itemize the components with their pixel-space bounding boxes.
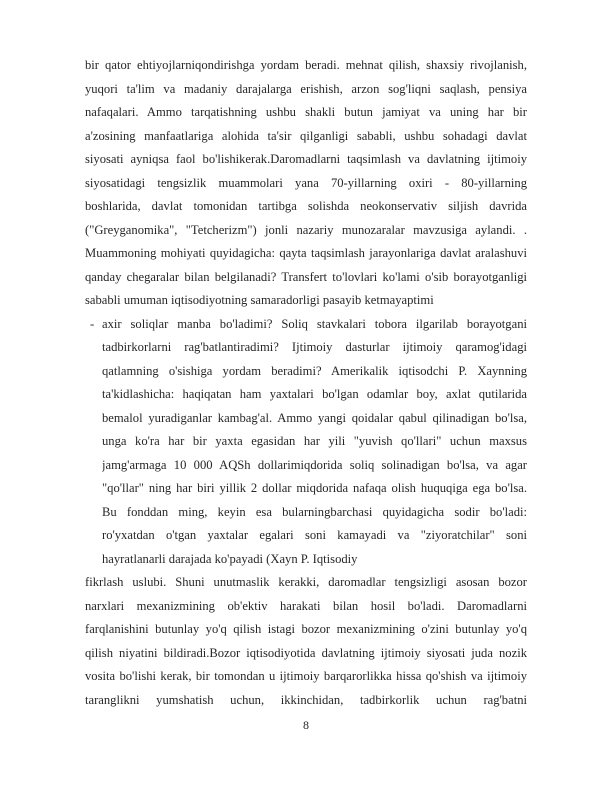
text-line: narxlari mexanizmining ob'ektiv harakati bilan hosil bo'ladi. Daromadlarni bbox=[85, 598, 527, 613]
list-marker: - bbox=[90, 316, 95, 331]
text-line: Muammoning mohiyati quyidagicha: qayta taqsimlash jarayonlariga davlat aralashuvi bbox=[85, 246, 527, 260]
text-line: unga ko'ra har bir yaxta egasidan har yili "yuvish qo'llari" uchun maxsus bbox=[102, 434, 527, 448]
text-line: ("Greyganomika", "Tetcherizm") jonli nazariy munozaralar mavzusiga aylandi. . bbox=[85, 222, 527, 237]
list-item bbox=[85, 313, 527, 572]
text-line: hayratlanarli darajada ko'payadi (Xayn P. Iqtisodiy bbox=[102, 551, 358, 566]
text-line: fikrlash uslubi. Shuni unutmaslik kerakki, daromadlar tengsizligi asosan bozor bbox=[85, 575, 527, 589]
text-line: Bu fonddan ming, keyin esa bularningbarchasi quyidagicha sodir bo'ladi: bbox=[102, 504, 527, 519]
text-line: yuqori ta'lim va madaniy darajalarga erishish, arzon sog'liqni saqlash, pensiya bbox=[85, 81, 527, 96]
text-line: jamg'armaga 10 000 AQSh dollarimiqdorida soliq solinadigan bo'lsa, va agar bbox=[102, 457, 527, 472]
text-line: siyosati ayniqsa faol bo'lishikerak.Daromadlarni taqsimlash va davlatning ijtimoiy bbox=[85, 152, 527, 166]
text-line: bir qator ehtiyojlarniqondirishga yordam beradi. mehnat qilish, shaxsiy rivojlanish, bbox=[85, 58, 527, 72]
text-line: tadbirkorlarni rag'batlantiradimi? Ijtimoiy dasturlar ijtimoiy qaramog'idagi bbox=[102, 340, 527, 354]
text-line: farqlanishini butunlay yo'q qilish istagi bozor mexanizmining o'zini butunlay yo'q bbox=[85, 622, 527, 636]
page-number: 8 bbox=[303, 718, 309, 732]
text-line: siyosatidagi tengsizlik muammolari yana 70-yillarning oxiri - 80-yillarning bbox=[85, 175, 527, 190]
text-line: qilish niyatini bildiradi.Bozor iqtisodiyotida davlatning ijtimoiy siyosati juda nozik bbox=[85, 645, 527, 660]
paragraph bbox=[85, 54, 527, 313]
text-line: a'zosining manfaatlariga alohida ta'sir qilganligi sababli, ushbu sohadagi davlat bbox=[85, 128, 527, 143]
text-line: vosita bo'lishi kerak, bir tomondan u ijtimoiy barqarorlikka hissa qo'shish va ijtimoiy bbox=[85, 669, 527, 683]
paragraph bbox=[85, 571, 527, 712]
text-line: ta'kidlashicha: haqiqatan ham yaxtalari bo'lgan odamlar boy, axlat qutilarida bbox=[102, 387, 527, 401]
text-line: "qo'llar" ning har biri yillik 2 dollar miqdorida nafaqa olish huquqiga ega bo'lsa. bbox=[102, 481, 527, 495]
text-line: ro'yxatdan o'tgan yaxtalar egalari soni kamayadi va "ziyoratchilar" soni bbox=[102, 528, 527, 542]
text-line: bemalol yuradiganlar kambag'al. Ammo yangi qoidalar qabul qilinadigan bo'lsa, bbox=[102, 410, 527, 425]
text-line: nafaqalari. Ammo tarqatishning ushbu shakli butun jamiyat va uning har bir bbox=[85, 105, 527, 119]
text-line: qanday chegaralar bilan belgilanadi? Transfert to'lovlari ko'lami o'sib borayotganligi bbox=[85, 269, 527, 284]
text-line: taranglikni yumshatish uchun, ikkinchidan, tadbirkorlik uchun rag'batni bbox=[85, 692, 527, 707]
text-line: qatlamning o'sishiga yordam beradimi? Amerikalik iqtisodchi P. Xaynning bbox=[102, 363, 527, 378]
text-line: boshlarida, davlat tomonidan tartibga solishda neokonservativ siljish davrida bbox=[85, 199, 527, 213]
page-content bbox=[85, 54, 527, 712]
text-line: sababli umuman iqtisodiyotning samaradorligi pasayib ketmayaptimi bbox=[85, 293, 434, 307]
text-line: axir soliqlar manba bo'ladimi? Soliq stavkalari tobora ilgarilab borayotgani bbox=[102, 316, 527, 331]
